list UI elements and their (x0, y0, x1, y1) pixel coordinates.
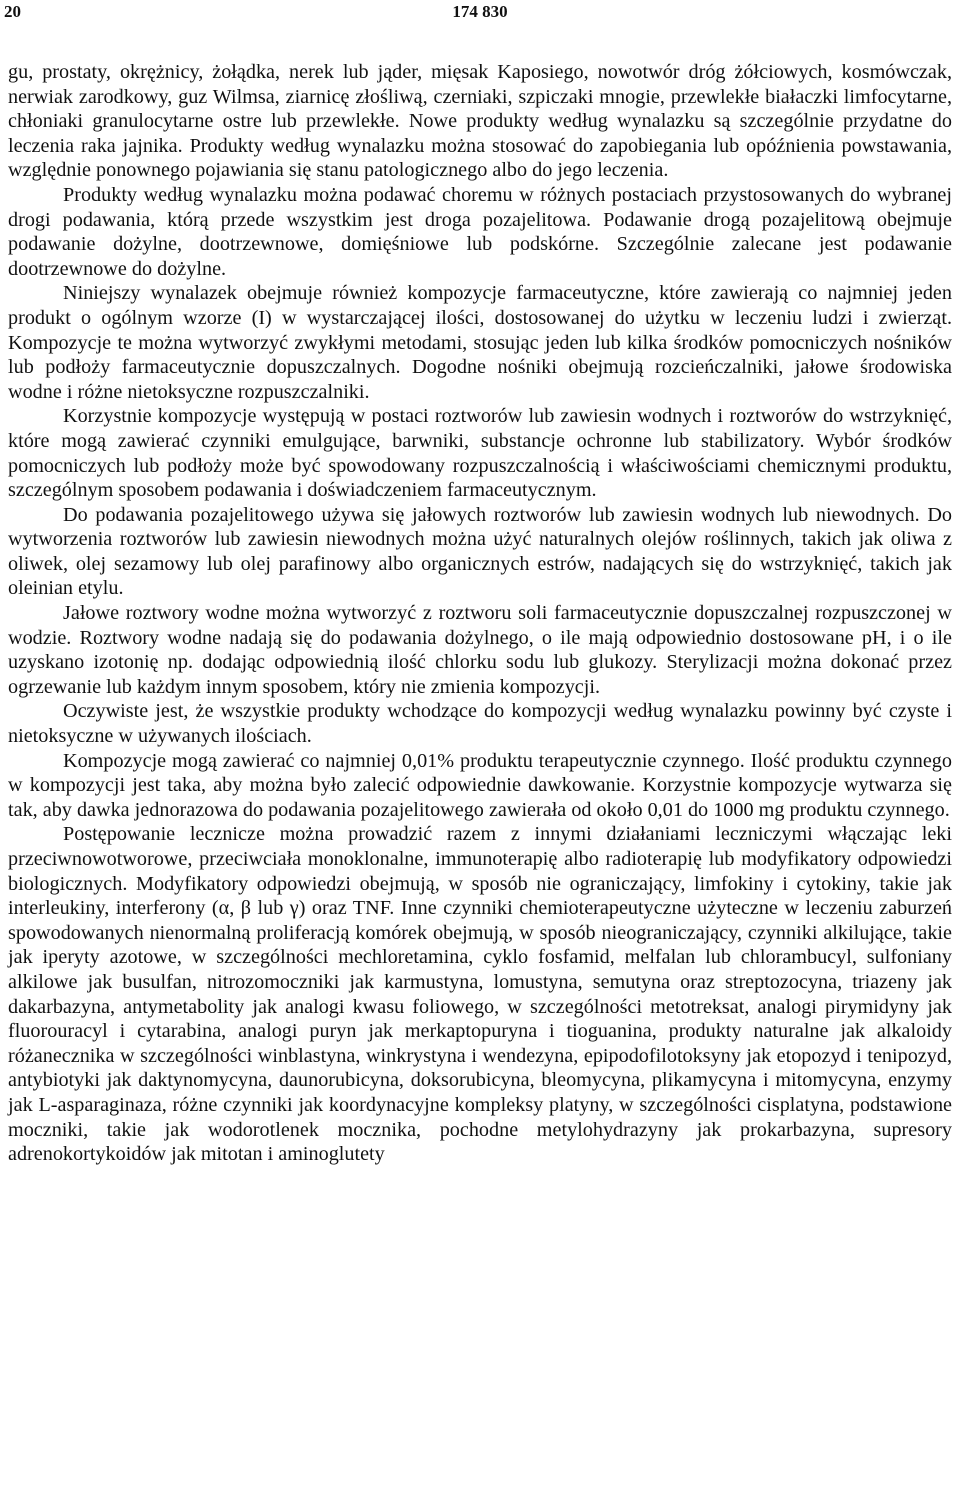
paragraph-5: Do podawania pozajelitowego używa się jałowych roztworów lub zawiesin wodnych lub niewodnych. Do wytworzenia roztworów lub zawiesin niewodnych można użyć naturalnych olejów roślinnych, takich jak oliwa z oliwek, olej sezamowy lub olej parafinowy albo organicznych estrów, nadających się do wstrzyknięć, takich jak oleinian etylu. (8, 503, 952, 600)
paragraph-8: Kompozycje mogą zawierać co najmniej 0,01% produktu terapeutycznie czynnego. Ilość produktu czynnego w kompozycji jest taka, aby można było zalecić odpowiednie dawkowanie. Korzystnie kompozycje wytwarza się tak, aby dawka jednorazowa do podawania pozajelitowego zawierała od około 0,01 do 1000 mg produktu czynnego. (8, 749, 952, 821)
paragraph-3: Niniejszy wynalazek obejmuje również kompozycje farmaceutyczne, które zawierają co najmniej jeden produkt o ogólnym wzorze (I) w wystarczającej ilości, dostosowanej do użytku w leczeniu ludzi i zwierząt. Kompozycje te można wytworzyć zwykłymi metodami, stosując jeden lub kilka środków pomocniczych nośników lub podłoży farmaceutycznie dopuszczalnych. Dogodne nośniki obejmują rozcieńczalniki, jałowe środowiska wodne i różne nietoksyczne rozpuszczalniki. (8, 282, 952, 403)
paragraph-2: Produkty według wynalazku można podawać choremu w różnych postaciach przystosowanych do wybranej drogi podawania, którą przede wszystkim jest droga pozajelitowa. Podawanie drogą pozajelitową obejmuje podawanie dożylne, dootrzewnowe, domięśniowe lub podskórne. Szczególnie zalecane jest podawanie dootrzewnowe do dożylne. (8, 183, 952, 280)
paragraph-9: Postępowanie lecznicze można prowadzić razem z innymi działaniami leczniczymi włączając leki przeciwnowotworowe, przeciwciała monoklonalne, immunoterapię albo radioterapię lub modyfikatory odpowiedzi biologicznych. Modyfikatory odpowiedzi obejmują, w sposób nie ograniczający, limfokiny i cytokiny, takie jak interleukiny, interferony (α, β lub γ) oraz TNF. Inne czynniki chemioterapeutyczne użyteczne w leczeniu zaburzeń spowodowanych nienormalną proliferacją komórek obejmują, w sposób nieograniczający, czynniki alkilujące, takie jak iperyty azotowe, w szczególności mechloretamina, cyklo fosfamid, melfalan lub chlorambucyl, sulfoniany alkilowe jak busulfan, nitrozomoczniki jak karmustyna, lomustyna, semutyna oraz streptozocyna, triazeny jak dakarbazyna, antymetabolity jak analogi kwasu foliowego, w szczególności metotreksat, analogi pirymidyny jak fluorouracyl i cytarabina, analogi puryn jak merkaptopuryna i tioguanina, produkty naturalne jak alkaloidy różanecznika w szczególności winblastyna, winkrystyna i wendezyna, epipodofilotoksyny jak etopozyd i tenipozyd, antybiotyki jak daktynomycyna, daunorubicyna, doksorubicyna, bleomycyna, plikamycyna i mitomycyna, enzymy jak L-asparaginaza, różne czynniki jak koordynacyjne kompleksy platyny, w szczególności cisplatyna, podstawione moczniki, takie jak wodorotlenek mocznika, pochodne metylohydrazyny jak prokarbazyna, supresory adrenokortykoidów jak mitotan i aminoglutety (8, 823, 952, 1166)
page-header (0, 0, 960, 36)
paragraph-7: Oczywiste jest, że wszystkie produkty wchodzące do kompozycji według wynalazku powinny być czyste i nietoksyczne w używanych ilościach. (8, 700, 952, 748)
page-number: 20 (4, 2, 21, 21)
paragraph-1: gu, prostaty, okrężnicy, żołądka, nerek lub jąder, mięsak Kaposiego, nowotwór dróg żółciowych, kosmówczak, nerwiak zarodkowy, guz Wilmsa, ziarnicę złośliwą, czerniaki, szpiczaki mnogie, przewlekłe białaczki limfocytarne, chłoniaki granulocytarne ostre lub przewlekłe. Nowe produkty według wynalazku są szczególnie przydatne do leczenia raka jajnika. Produkty według wynalazku można stosować do zapobiegania lub opóźnienia powstawania, względnie ponownego pojawiania się stanu patologicznego albo do jego leczenia. (8, 61, 952, 182)
paragraph-4: Korzystnie kompozycje występują w postaci roztworów lub zawiesin wodnych i roztworów do wstrzyknięć, które mogą zawierać czynniki emulgujące, barwniki, substancje ochronne lub stabilizatory. Wybór środków pomocniczych lub podłoży może być spowodowany rozpuszczalnością i właściwościami chemicznymi produktu, szczególnym sposobem podawania i doświadczeniem farmaceutycznym. (8, 405, 952, 502)
patent-number: 174 830 (452, 2, 508, 21)
document-body (8, 60, 952, 1167)
paragraph-6: Jałowe roztwory wodne można wytworzyć z roztworu soli farmaceutycznie dopuszczalnej rozpuszczonej w wodzie. Roztwory wodne nadają się do podawania dożylnego, o ile mają odpowiednio dostosowane pH, i o ile uzyskano izotonię np. dodając odpowiednią ilość chlorku sodu lub glukozy. Sterylizacji można dokonać przez ogrzewanie lub każdym innym sposobem, który nie zmienia kompozycji. (8, 602, 952, 698)
